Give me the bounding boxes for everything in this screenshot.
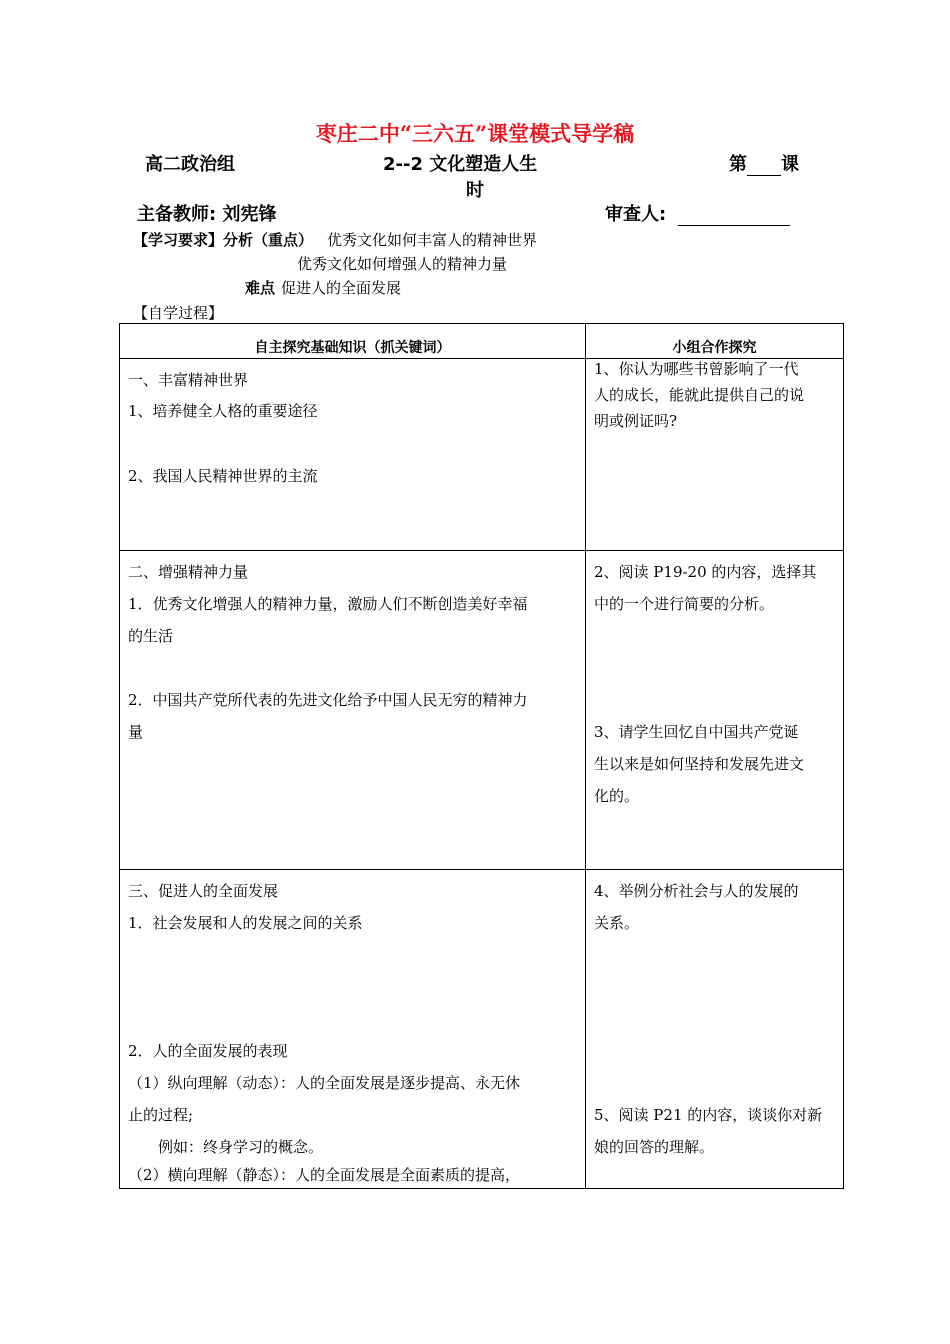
row3-left-cell <box>120 870 586 1189</box>
row1-right-line-3: 明或例证吗? <box>594 412 678 430</box>
row3-left-line-2: 1．社会发展和人的发展之间的关系 <box>128 914 363 932</box>
row3-right-cell <box>586 870 844 1189</box>
lesson-title: 2--2 文化塑造人生 <box>383 154 538 175</box>
process-label: 【自学过程】 <box>133 304 224 322</box>
analysis-item-1: 优秀文化如何丰富人的精神世界 <box>327 231 538 249</box>
row2-right-line-4: 生以来是如何坚持和发展先进文 <box>594 755 805 773</box>
requirements-label: 【学习要求】 <box>133 231 224 249</box>
row2-left-cell <box>120 551 586 870</box>
row1-right-cell <box>586 359 844 551</box>
table-row <box>120 551 844 870</box>
page-title: 枣庄二中“三六五”课堂模式导学稿 <box>315 121 635 146</box>
requirements-line <box>133 229 537 250</box>
row1-right-line-2: 人的成长，能就此提供自己的说 <box>594 386 805 404</box>
row1-left-line-2: 1、培养健全人格的重要途径 <box>128 402 318 420</box>
row1-left-cell <box>120 359 586 551</box>
study-table <box>119 323 844 1189</box>
row1-right-line-1: 1、你认为哪些书曾影响了一代 <box>594 360 799 378</box>
row2-left-line-5: 量 <box>128 723 144 741</box>
reviewer-blank <box>678 205 790 226</box>
row2-right-cell <box>586 551 844 870</box>
row3-left-line-6: 例如：终身学习的概念。 <box>158 1138 324 1156</box>
row2-right-line-1: 2、阅读 P19-20 的内容，选择其 <box>594 563 817 581</box>
teacher-label: 主备教师: 刘宪锋 <box>137 204 277 225</box>
table-row <box>120 870 844 1189</box>
header-cell-left <box>120 324 586 359</box>
difficulty-text: 促进人的全面发展 <box>281 279 402 297</box>
analysis-label: 分析（重点） <box>223 231 314 249</box>
row3-left-line-3: 2．人的全面发展的表现 <box>128 1042 288 1060</box>
row3-left-line-5: 止的过程; <box>128 1106 194 1124</box>
period-label <box>729 150 799 176</box>
row2-left-line-1: 二、增强精神力量 <box>128 563 249 581</box>
row3-left-line-1: 三、促进人的全面发展 <box>128 882 279 900</box>
reviewer-label <box>605 200 790 226</box>
reviewer-text: 审查人: <box>605 204 667 225</box>
row2-left-line-4: 2．中国共产党所代表的先进文化给予中国人民无穷的精神力 <box>128 691 528 709</box>
col2-header: 小组合作探究 <box>672 340 757 356</box>
row3-right-line-4: 娘的回答的理解。 <box>594 1138 715 1156</box>
row3-right-line-3: 5、阅读 P21 的内容，谈谈你对新 <box>594 1106 823 1124</box>
difficulty-line <box>245 277 401 298</box>
row2-right-line-2: 中的一个进行简要的分析。 <box>594 595 775 613</box>
row3-right-line-2: 关系。 <box>594 914 640 932</box>
row2-right-line-3: 3、请学生回忆自中国共产党诞 <box>594 723 799 741</box>
table-row <box>120 359 844 551</box>
col1-header: 自主探究基础知识（抓关键词） <box>254 340 451 356</box>
period-prefix: 第 <box>729 154 747 175</box>
period-suffix: 课 <box>781 154 799 175</box>
period-blank <box>747 155 781 176</box>
row1-left-line-3: 2、我国人民精神世界的主流 <box>128 467 318 485</box>
row3-left-line-7: （2）横向理解（静态）：人的全面发展是全面素质的提高， <box>128 1166 521 1184</box>
row3-right-line-1: 4、举例分析社会与人的发展的 <box>594 882 799 900</box>
row1-left-line-1: 一、丰富精神世界 <box>128 371 249 389</box>
row2-left-line-3: 的生活 <box>128 627 174 645</box>
group-label: 高二政治组 <box>145 154 235 175</box>
row2-left-line-2: 1．优秀文化增强人的精神力量，激励人们不断创造美好幸福 <box>128 595 528 613</box>
row3-left-line-4: （1）纵向理解（动态）：人的全面发展是逐步提高、永无休 <box>128 1074 521 1092</box>
difficulty-label: 难点 <box>245 279 276 297</box>
lesson-title-wrap: 时 <box>466 180 484 201</box>
analysis-item-2: 优秀文化如何增强人的精神力量 <box>297 255 508 273</box>
row2-right-line-5: 化的。 <box>594 787 640 805</box>
